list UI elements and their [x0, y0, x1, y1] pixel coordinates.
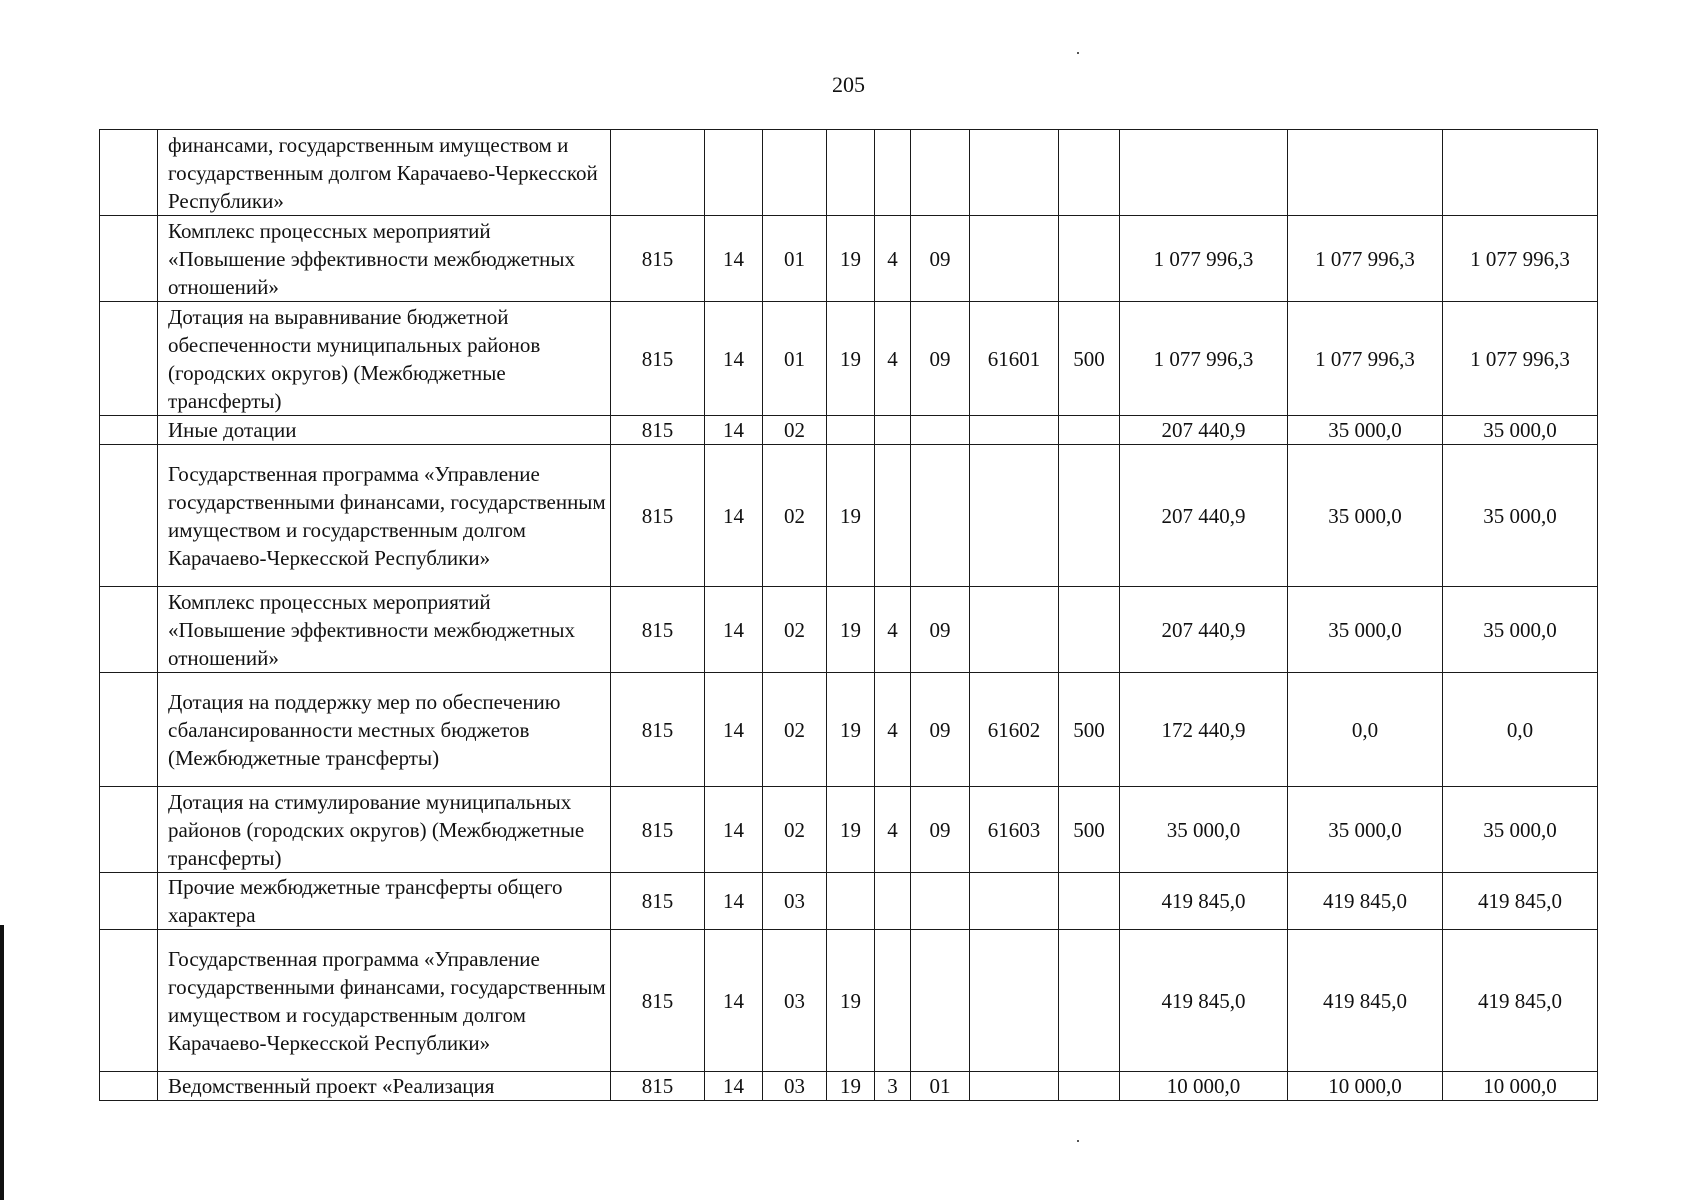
cell-sum-1: 207 440,9: [1120, 445, 1288, 587]
cell-program: [827, 416, 875, 445]
cell-pr: 01: [763, 216, 827, 302]
cell-expense-type: [1059, 416, 1120, 445]
row-index-cell: [100, 216, 158, 302]
row-name: Дотация на поддержку мер по обеспечению сбалансированности местных бюджетов (Межбюджетные трансферты): [158, 673, 611, 787]
cell-direction: [970, 130, 1059, 216]
cell-subprogram: [875, 873, 911, 930]
cell-ved: 815: [611, 873, 705, 930]
row-name: Иные дотации: [158, 416, 611, 445]
cell-event: 09: [911, 673, 970, 787]
cell-sum-2: 35 000,0: [1288, 787, 1443, 873]
row-index-cell: [100, 416, 158, 445]
cell-rz: 14: [705, 302, 763, 416]
row-name: Государственная программа «Управление государственными финансами, государственным имуществом и государственным долгом Карачаево-Черкесской Республики»: [158, 445, 611, 587]
row-name: Государственная программа «Управление государственными финансами, государственным имуществом и государственным долгом Карачаево-Черкесской Республики»: [158, 930, 611, 1072]
cell-expense-type: [1059, 873, 1120, 930]
cell-sum-3: 35 000,0: [1443, 787, 1598, 873]
cell-ved: 815: [611, 673, 705, 787]
cell-event: [911, 930, 970, 1072]
scan-edge-mark: [0, 925, 4, 1200]
cell-rz: 14: [705, 1072, 763, 1101]
cell-sum-3: 35 000,0: [1443, 587, 1598, 673]
cell-sum-1: 419 845,0: [1120, 930, 1288, 1072]
cell-subprogram: 4: [875, 216, 911, 302]
cell-sum-1: 1 077 996,3: [1120, 302, 1288, 416]
cell-ved: 815: [611, 216, 705, 302]
cell-rz: 14: [705, 873, 763, 930]
row-name: финансами, государственным имуществом и государственным долгом Карачаево-Черкесской Республики»: [158, 130, 611, 216]
cell-ved: [611, 130, 705, 216]
cell-rz: 14: [705, 445, 763, 587]
cell-direction: [970, 416, 1059, 445]
cell-event: 09: [911, 587, 970, 673]
cell-expense-type: 500: [1059, 787, 1120, 873]
cell-subprogram: 4: [875, 302, 911, 416]
cell-rz: 14: [705, 416, 763, 445]
cell-event: [911, 873, 970, 930]
table-row: [100, 587, 1598, 673]
row-index-cell: [100, 130, 158, 216]
cell-expense-type: [1059, 445, 1120, 587]
cell-sum-2: 1 077 996,3: [1288, 216, 1443, 302]
cell-direction: [970, 216, 1059, 302]
cell-expense-type: 500: [1059, 673, 1120, 787]
row-name: Дотация на выравнивание бюджетной обеспеченности муниципальных районов (городских округов) (Межбюджетные трансферты): [158, 302, 611, 416]
cell-sum-2: 1 077 996,3: [1288, 302, 1443, 416]
cell-program: 19: [827, 930, 875, 1072]
cell-sum-3: 1 077 996,3: [1443, 302, 1598, 416]
cell-program: [827, 130, 875, 216]
cell-direction: [970, 873, 1059, 930]
scan-speck: [1077, 52, 1079, 54]
cell-direction: 61603: [970, 787, 1059, 873]
cell-pr: [763, 130, 827, 216]
cell-event: 09: [911, 302, 970, 416]
cell-program: 19: [827, 673, 875, 787]
cell-pr: 02: [763, 416, 827, 445]
cell-subprogram: 4: [875, 587, 911, 673]
row-name: Комплекс процессных мероприятий «Повышение эффективности межбюджетных отношений»: [158, 587, 611, 673]
page-number: 205: [832, 72, 865, 97]
cell-sum-1: 419 845,0: [1120, 873, 1288, 930]
cell-subprogram: 4: [875, 673, 911, 787]
cell-expense-type: [1059, 216, 1120, 302]
scan-speck: [1077, 1140, 1079, 1142]
cell-rz: 14: [705, 673, 763, 787]
cell-expense-type: [1059, 587, 1120, 673]
table-row: [100, 930, 1598, 1072]
cell-event: 01: [911, 1072, 970, 1101]
cell-ved: 815: [611, 930, 705, 1072]
cell-sum-2: 10 000,0: [1288, 1072, 1443, 1101]
row-index-cell: [100, 673, 158, 787]
cell-program: 19: [827, 587, 875, 673]
cell-pr: 03: [763, 930, 827, 1072]
cell-sum-1: 35 000,0: [1120, 787, 1288, 873]
table-row: [100, 1072, 1598, 1101]
table-row: [100, 787, 1598, 873]
cell-pr: 01: [763, 302, 827, 416]
cell-subprogram: 3: [875, 1072, 911, 1101]
cell-pr: 03: [763, 873, 827, 930]
cell-sum-3: 1 077 996,3: [1443, 216, 1598, 302]
cell-sum-3: 419 845,0: [1443, 873, 1598, 930]
cell-sum-1: 207 440,9: [1120, 587, 1288, 673]
cell-event: [911, 130, 970, 216]
cell-pr: 03: [763, 1072, 827, 1101]
cell-program: 19: [827, 787, 875, 873]
cell-event: [911, 445, 970, 587]
cell-sum-3: 10 000,0: [1443, 1072, 1598, 1101]
table-row: [100, 416, 1598, 445]
cell-pr: 02: [763, 673, 827, 787]
cell-sum-1: 1 077 996,3: [1120, 216, 1288, 302]
cell-rz: 14: [705, 787, 763, 873]
cell-subprogram: [875, 130, 911, 216]
cell-subprogram: 4: [875, 787, 911, 873]
table-row: [100, 873, 1598, 930]
cell-ved: 815: [611, 445, 705, 587]
cell-sum-2: 0,0: [1288, 673, 1443, 787]
row-name: Дотация на стимулирование муниципальных районов (городских округов) (Межбюджетные трансферты): [158, 787, 611, 873]
cell-direction: [970, 930, 1059, 1072]
cell-expense-type: 500: [1059, 302, 1120, 416]
cell-direction: [970, 587, 1059, 673]
row-index-cell: [100, 587, 158, 673]
cell-sum-3: 0,0: [1443, 673, 1598, 787]
cell-subprogram: [875, 416, 911, 445]
cell-ved: 815: [611, 302, 705, 416]
budget-table: [99, 129, 1598, 1101]
row-index-cell: [100, 1072, 158, 1101]
row-index-cell: [100, 787, 158, 873]
cell-sum-1: 10 000,0: [1120, 1072, 1288, 1101]
cell-ved: 815: [611, 1072, 705, 1101]
cell-event: 09: [911, 787, 970, 873]
cell-rz: 14: [705, 216, 763, 302]
cell-sum-3: 35 000,0: [1443, 445, 1598, 587]
row-index-cell: [100, 873, 158, 930]
cell-pr: 02: [763, 587, 827, 673]
row-index-cell: [100, 445, 158, 587]
cell-pr: 02: [763, 445, 827, 587]
cell-program: [827, 873, 875, 930]
cell-sum-2: [1288, 130, 1443, 216]
cell-ved: 815: [611, 587, 705, 673]
cell-sum-2: 419 845,0: [1288, 873, 1443, 930]
cell-subprogram: [875, 930, 911, 1072]
cell-program: 19: [827, 302, 875, 416]
cell-ved: 815: [611, 416, 705, 445]
cell-program: 19: [827, 1072, 875, 1101]
cell-sum-2: 35 000,0: [1288, 416, 1443, 445]
table-row: [100, 216, 1598, 302]
row-index-cell: [100, 302, 158, 416]
cell-program: 19: [827, 445, 875, 587]
cell-event: 09: [911, 216, 970, 302]
cell-sum-1: 207 440,9: [1120, 416, 1288, 445]
table-row: [100, 673, 1598, 787]
cell-expense-type: [1059, 1072, 1120, 1101]
cell-direction: 61602: [970, 673, 1059, 787]
cell-direction: [970, 1072, 1059, 1101]
cell-ved: 815: [611, 787, 705, 873]
row-index-cell: [100, 930, 158, 1072]
cell-sum-1: [1120, 130, 1288, 216]
cell-pr: 02: [763, 787, 827, 873]
row-name: Прочие межбюджетные трансферты общего характера: [158, 873, 611, 930]
cell-subprogram: [875, 445, 911, 587]
cell-rz: 14: [705, 930, 763, 1072]
cell-direction: [970, 445, 1059, 587]
row-name: Ведомственный проект «Реализация: [158, 1072, 611, 1101]
cell-expense-type: [1059, 930, 1120, 1072]
cell-sum-3: [1443, 130, 1598, 216]
cell-sum-2: 35 000,0: [1288, 445, 1443, 587]
cell-direction: 61601: [970, 302, 1059, 416]
cell-sum-2: 35 000,0: [1288, 587, 1443, 673]
row-name: Комплекс процессных мероприятий «Повышение эффективности межбюджетных отношений»: [158, 216, 611, 302]
table-row: [100, 302, 1598, 416]
cell-rz: [705, 130, 763, 216]
table-row: [100, 445, 1598, 587]
cell-sum-3: 419 845,0: [1443, 930, 1598, 1072]
cell-expense-type: [1059, 130, 1120, 216]
cell-sum-2: 419 845,0: [1288, 930, 1443, 1072]
cell-sum-1: 172 440,9: [1120, 673, 1288, 787]
cell-program: 19: [827, 216, 875, 302]
table-row: [100, 130, 1598, 216]
cell-sum-3: 35 000,0: [1443, 416, 1598, 445]
cell-event: [911, 416, 970, 445]
cell-rz: 14: [705, 587, 763, 673]
